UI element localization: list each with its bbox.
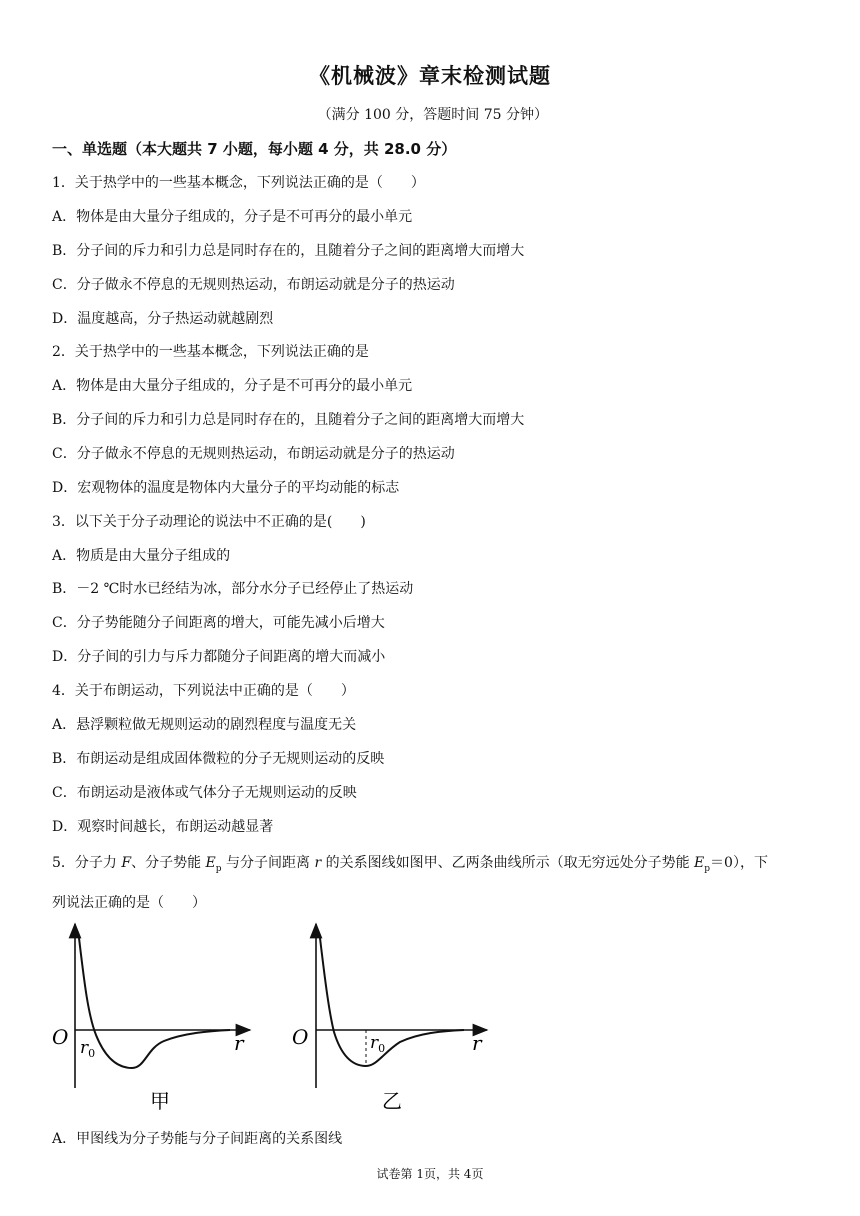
question-5-option-a: A．甲图线为分子势能与分子间距离的关系图线 — [52, 1131, 343, 1147]
score-time-note: （满分 100 分，答题时间 75 分钟） — [317, 107, 548, 123]
yi-caption: 乙 — [382, 1089, 402, 1113]
question-2-option-b: B．分子间的斥力和引力总是同时存在的，且随着分子之间的距离增大而增大 — [52, 412, 525, 428]
question-2-option-c: C．分子做永不停息的无规则热运动，布朗运动就是分子的热运动 — [52, 446, 455, 462]
question-2-option-d: D．宏观物体的温度是物体内大量分子的平均动能的标志 — [52, 480, 400, 496]
page-footer: 试卷第 1页，共 4页 — [376, 1167, 484, 1181]
question-3-option-b: B．－2 ℃时水已经结为冰，部分水分子已经停止了热运动 — [52, 581, 414, 597]
question-2-option-a: A．物体是由大量分子组成的，分子是不可再分的最小单元 — [52, 378, 413, 394]
question-4-option-d: D．观察时间越长，布朗运动越显著 — [52, 819, 274, 835]
question-1-option-a: A．物体是由大量分子组成的，分子是不可再分的最小单元 — [52, 209, 413, 225]
question-5-stem-cont: 列说法正确的是（ ） — [52, 895, 206, 911]
page-title: 《机械波》章末检测试题 — [309, 64, 551, 88]
question-1-option-c: C．分子做永不停息的无规则热运动，布朗运动就是分子的热运动 — [52, 277, 455, 293]
graph-jia — [52, 924, 250, 1113]
question-5-stem: 5．分子力 F、分子势能 $E_p$ 与分子间距离 r 的关系图线如图甲、乙两条曲线所示（取无穷远处分子势能 $E_p=0$），下 — [52, 855, 768, 874]
jia-r-axis-label: r — [234, 1031, 244, 1055]
yi-origin-label: O — [292, 1025, 309, 1049]
question-4-stem: 4．关于布朗运动，下列说法中正确的是（ ） — [52, 683, 355, 699]
yi-r-axis-label: r — [472, 1031, 482, 1055]
question-3-stem: 3．以下关于分子动理论的说法中不正确的是( ) — [52, 514, 366, 530]
jia-curve — [79, 938, 230, 1068]
jia-r0-label: $r_0$ — [80, 1038, 96, 1060]
question-3-option-c: C．分子势能随分子间距离的增大，可能先减小后增大 — [52, 615, 385, 631]
jia-caption: 甲 — [150, 1089, 170, 1113]
question-1-stem: 1．关于热学中的一些基本概念，下列说法正确的是（ ） — [52, 175, 425, 191]
question-3-option-d: D．分子间的引力与斥力都随分子间距离的增大而减小 — [52, 649, 386, 665]
force-energy-curves-figure — [44, 920, 514, 1120]
jia-origin-label: O — [52, 1025, 69, 1049]
question-1-option-b: B．分子间的斥力和引力总是同时存在的，且随着分子之间的距离增大而增大 — [52, 243, 525, 259]
question-3-option-a: A．物质是由大量分子组成的 — [52, 548, 231, 564]
question-1-option-d: D．温度越高，分子热运动就越剧烈 — [52, 311, 274, 327]
section-heading: 一、单选题（本大题共 7 小题，每小题 4 分，共 28.0 分） — [52, 140, 457, 158]
question-4-option-a: A．悬浮颗粒做无规则运动的剧烈程度与温度无关 — [52, 717, 357, 733]
question-4-option-c: C．布朗运动是液体或气体分子无规则运动的反映 — [52, 785, 357, 801]
question-2-stem: 2．关于热学中的一些基本概念，下列说法正确的是 — [52, 344, 369, 360]
question-4-option-b: B．布朗运动是组成固体微粒的分子无规则运动的反映 — [52, 751, 385, 767]
graph-yi — [292, 924, 487, 1113]
yi-r0-label: $r_0$ — [370, 1033, 386, 1055]
yi-curve — [320, 938, 464, 1066]
